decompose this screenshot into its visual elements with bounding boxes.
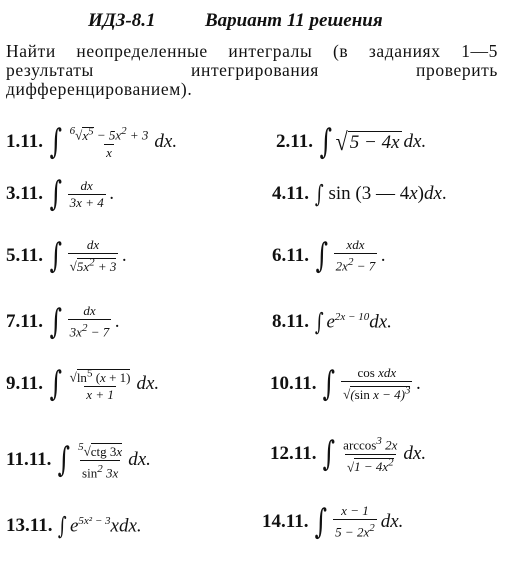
- fraction: $\frac{^5√ctg 3x}{\sin^2 3x}$: [78, 441, 123, 480]
- integral-sign: ∫: [58, 440, 71, 480]
- radical: √ 5 − 4x: [335, 127, 400, 156]
- integral-sign: ∫: [49, 122, 63, 162]
- numerator: $^6√x^5 - 5x^2 + 3$: [69, 125, 149, 143]
- problem-number: 2.11.: [276, 131, 313, 152]
- problem-7-11: 7.11. ∫ $\frac{dx}{3x^2 - 7}$ .: [6, 302, 120, 342]
- problem-11-11: 11.11. ∫ $\frac{^5√ctg 3x}{\sin^2 3x}$ dx.: [6, 440, 151, 480]
- denominator: x: [106, 144, 112, 160]
- fraction: $\frac{dx}{3x^2 - 7}$: [69, 303, 110, 340]
- problem-2-11: [276, 114, 426, 170]
- integral-sign: ∫: [323, 434, 336, 474]
- problem-number: 11.11.: [6, 449, 52, 470]
- fraction: $\frac{dx}{3x + 4}$: [69, 177, 104, 210]
- problem-9-11: 9.11. ∫ $\frac{√\ln^5 (x + 1)}{x + 1}$ dx.: [6, 364, 160, 404]
- problem-number: 14.11.: [262, 511, 309, 532]
- integral-sign: ∫: [314, 308, 324, 336]
- problem-6-11: 6.11. ∫ $\frac{\text{xdx}}{2x^2 - 7}$ .: [272, 236, 386, 276]
- problem-12-11: 12.11. ∫ $\frac{\arccos^3 2x}{√1 - 4x^2}$ dx.: [270, 434, 427, 474]
- integral-sign: ∫: [58, 512, 68, 540]
- problem-number: 3.11.: [6, 183, 43, 204]
- problem-number: 10.11.: [270, 373, 317, 394]
- variant-title: Вариант 11 решения: [205, 10, 383, 31]
- problem-number: 9.11.: [6, 373, 43, 394]
- fraction: $\frac{x - 1}{5 - 2x^2}$: [335, 503, 375, 540]
- problem-number: 13.11.: [6, 515, 53, 536]
- problem-number: 1.11.: [6, 131, 43, 152]
- differential: dx.: [403, 131, 427, 152]
- integrand: $e^{2x - 10}dx$.: [326, 310, 392, 333]
- assignment-code: ИДЗ-8.1: [88, 10, 156, 31]
- integral-sign: ∫: [315, 236, 329, 276]
- fraction: $\frac{dx}{√5x^2 + 3}$: [69, 237, 117, 274]
- integral-sign: ∫: [49, 174, 63, 214]
- integral-sign: ∫: [49, 302, 63, 342]
- problem-number: 7.11.: [6, 311, 43, 332]
- problem-1-11: [6, 114, 177, 170]
- fraction: $\frac{√\ln^5 (x + 1)}{x + 1}$: [69, 367, 131, 402]
- problem-14-11: 14.11. ∫ $\frac{x - 1}{5 - 2x^2}$ dx.: [262, 502, 404, 542]
- integrand: $e^{5x^2 - 3}xdx$.: [69, 514, 142, 537]
- fraction: [68, 123, 151, 160]
- integral-sign: ∫: [314, 180, 324, 208]
- problem-5-11: 5.11. ∫ $\frac{dx}{√5x^2 + 3}$ .: [6, 236, 128, 276]
- integral-sign: ∫: [315, 502, 328, 542]
- integrand: sin (3 — 4x)dx.: [328, 183, 447, 204]
- problem-number: 8.11.: [272, 311, 309, 332]
- problem-3-11: 3.11. ∫ $\frac{dx}{3x + 4}$ .: [6, 174, 115, 214]
- problem-4-11: [272, 166, 447, 222]
- problem-number: 5.11.: [6, 245, 43, 266]
- problem-number: 12.11.: [270, 443, 317, 464]
- fraction: $\frac{\arccos^3 2x}{√1 - 4x^2}$: [343, 435, 398, 474]
- problem-number: 6.11.: [272, 245, 309, 266]
- integral-sign: ∫: [319, 122, 333, 162]
- problem-13-11: [6, 498, 142, 554]
- integral-sign: ∫: [49, 364, 63, 404]
- fraction: $\frac{\text{cos xdx}}{√(\sin x - 4)^3}$: [343, 365, 411, 402]
- problem-number: 4.11.: [272, 183, 309, 204]
- page-header: [0, 10, 506, 36]
- integral-sign: ∫: [323, 364, 336, 404]
- integral-sign: ∫: [49, 236, 63, 276]
- problem-10-11: 10.11. ∫ $\frac{\text{cos xdx}}{√(\sin x - 4)^3}$ .: [270, 364, 422, 404]
- differential: dx.: [154, 131, 178, 152]
- problem-8-11: [272, 294, 392, 350]
- fraction: $\frac{\text{xdx}}{2x^2 - 7}$: [335, 237, 376, 274]
- task-instructions: Найти неопределенные интегралы (в заданиях 1—5 результаты интегрирования проверить дифференцированием).: [6, 41, 498, 99]
